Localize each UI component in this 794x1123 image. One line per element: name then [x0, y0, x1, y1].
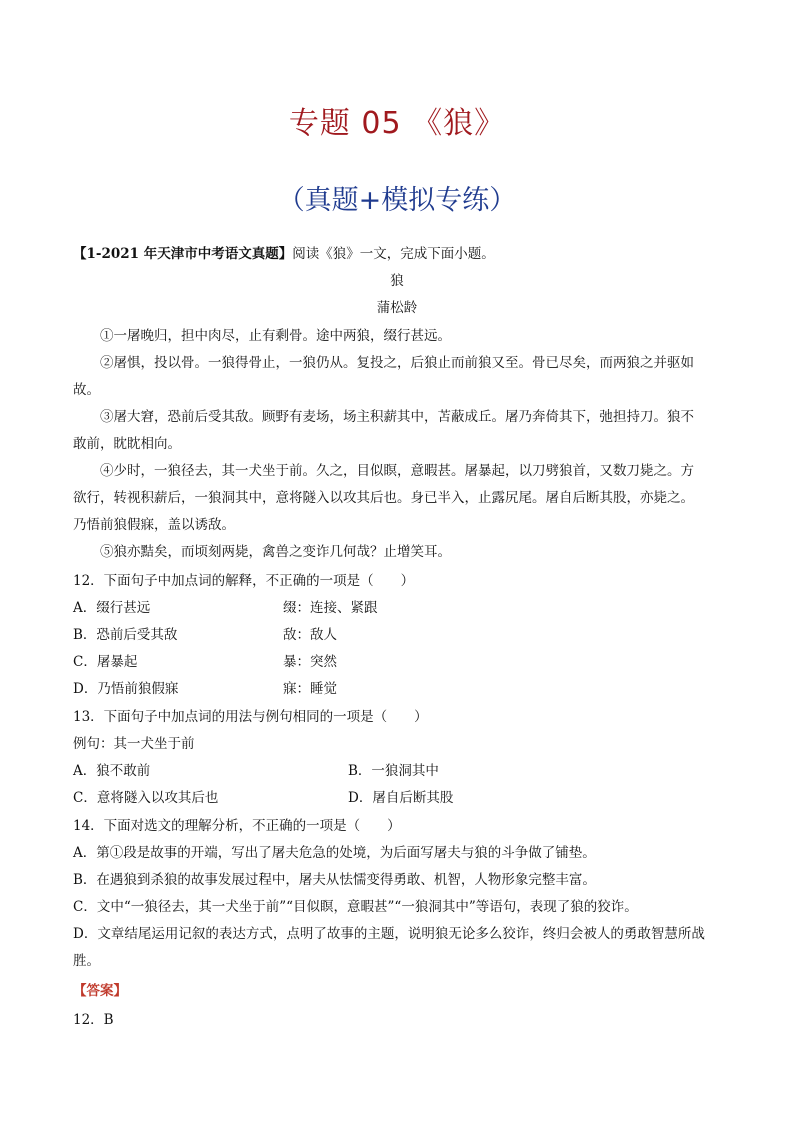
paragraph-1: ①一屠晚归，担中肉尽，止有剩骨。途中两狼，缀行甚远。 — [100, 328, 451, 344]
q12-option-a-meaning: 缀：连接、紧跟 — [283, 600, 378, 616]
q12-option-b-meaning: 敌：敌人 — [283, 627, 337, 643]
q14-stem: 14．下面对选文的理解分析，不正确的一项是（ ） — [73, 818, 401, 834]
document-title: 专题 05 《狼》 — [288, 106, 506, 141]
source-tag: 【1-2021 年天津市中考语文真题】 — [73, 246, 293, 262]
q14-option-b: B．在遇狼到杀狼的故事发展过程中，屠夫从怯懦变得勇敢、机智，人物形象完整丰富。 — [73, 872, 596, 888]
q12-option-a: A．缀行甚远 — [73, 600, 151, 616]
paragraph-3-line-2: 敢前，眈眈相向。 — [73, 436, 181, 452]
answer-12: 12．B — [73, 1012, 114, 1028]
q13-option-d: D．屠自后断其股 — [348, 790, 454, 806]
document-subtitle: （真题+模拟专练） — [277, 185, 517, 216]
q14-option-d-line-1: D．文章结尾运用记叙的表达方式，点明了故事的主题，说明狼无论多么狡诈，终归会被人的勇敢智慧所战 — [73, 926, 705, 942]
paragraph-5: ⑤狼亦黠矣，而顷刻两毙，禽兽之变诈几何哉？止增笑耳。 — [100, 544, 451, 560]
q12-option-c-meaning: 暴：突然 — [283, 654, 337, 670]
q12-option-b: B．恐前后受其敌 — [73, 627, 178, 643]
q13-option-b: B．一狼洞其中 — [348, 763, 439, 779]
q12-stem: 12．下面句子中加点词的解释，不正确的一项是（ ） — [73, 573, 415, 589]
paragraph-4-line-1: ④少时，一狼径去，其一犬坐于前。久之，目似瞑，意暇甚。屠暴起，以刀劈狼首，又数刀毙之。方 — [100, 463, 694, 479]
q14-option-c: C．文中“一狼径去，其一犬坐于前”“目似瞑，意暇甚”“一狼洞其中”等语句，表现了狼的狡诈。 — [73, 899, 638, 915]
q12-option-d-meaning: 寐：睡觉 — [283, 681, 337, 697]
instruction-text: 阅读《狼》一文，完成下面小题。 — [292, 246, 495, 262]
paragraph-2-line-2: 故。 — [73, 382, 100, 398]
paragraph-3-line-1: ③屠大窘，恐前后受其敌。顾野有麦场，场主积薪其中，苫蔽成丘。屠乃奔倚其下，弛担持刀。狼不 — [100, 409, 694, 425]
passage-title: 狼 — [390, 273, 404, 289]
q12-option-d: D．乃悟前狼假寐 — [73, 681, 179, 697]
q12-option-c: C．屠暴起 — [73, 654, 138, 670]
passage-author: 蒲松龄 — [376, 300, 418, 316]
q13-option-c: C．意将隧入以攻其后也 — [73, 790, 219, 806]
paragraph-4-line-3: 乃悟前狼假寐，盖以诱敌。 — [73, 517, 235, 533]
paragraph-2-line-1: ②屠惧，投以骨。一狼得骨止，一狼仍从。复投之，后狼止而前狼又至。骨已尽矣，而两狼之并驱如 — [100, 355, 694, 371]
q14-option-a: A．第①段是故事的开端，写出了屠夫危急的处境，为后面写屠夫与狼的斗争做了铺垫。 — [73, 845, 596, 861]
q13-stem: 13．下面句子中加点词的用法与例句相同的一项是（ ） — [73, 709, 428, 725]
q14-option-d-line-2: 胜。 — [73, 953, 100, 969]
q13-option-a: A．狼不敢前 — [73, 763, 151, 779]
paragraph-4-line-2: 欲行，转视积薪后，一狼洞其中，意将隧入以攻其后也。身已半入，止露尻尾。屠自后断其股，亦毙之。 — [73, 490, 694, 506]
q13-example: 例句：其一犬坐于前 — [73, 736, 195, 752]
question-intro — [73, 245, 733, 263]
answer-label: 【答案】 — [73, 983, 127, 999]
